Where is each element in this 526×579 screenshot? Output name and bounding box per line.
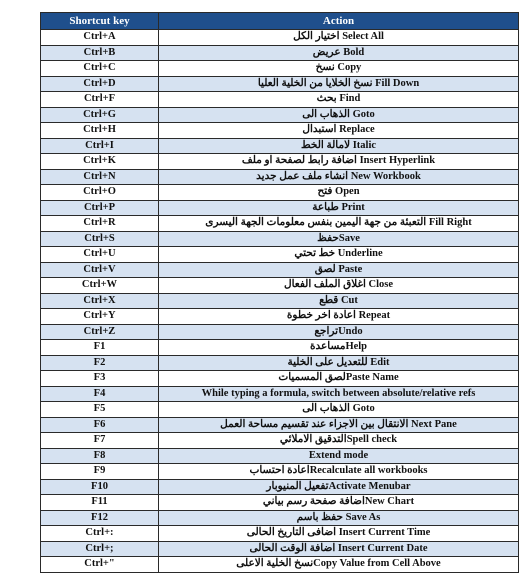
table-row [41,386,519,402]
table-row [41,464,519,480]
shortcut-key-cell: F9 [41,464,159,480]
action-cell: الذهاب الى Goto [159,402,519,418]
action-cell: انشاء ملف عمل جديد New Workbook [159,169,519,185]
action-cell: اضافة صفحة رسم بيانيNew Chart [159,495,519,511]
shortcut-key-cell: Ctrl+W [41,278,159,294]
table-row [41,557,519,573]
table-row [41,433,519,449]
shortcut-key-cell: F3 [41,371,159,387]
table-row [41,30,519,46]
table-header-row [41,13,519,30]
table-row [41,123,519,139]
shortcut-key-cell: Ctrl+B [41,45,159,61]
shortcut-key-cell: Ctrl+K [41,154,159,170]
action-cell: لصق Paste [159,262,519,278]
shortcut-key-cell: Ctrl+O [41,185,159,201]
table-row [41,309,519,325]
shortcut-key-cell: Ctrl+Y [41,309,159,325]
action-cell: الانتقال بين الاجزاء عند تقسيم مساحة العمل Next Pane [159,417,519,433]
shortcut-key-cell: Ctrl+S [41,231,159,247]
table-row [41,371,519,387]
table-row [41,526,519,542]
action-cell: فتح Open [159,185,519,201]
action-cell: اختيار الكل Select All [159,30,519,46]
table-row [41,278,519,294]
action-cell: مساعدةHelp [159,340,519,356]
header-action: Action [159,13,519,30]
action-cell: لصق المسمياتPaste Name [159,371,519,387]
shortcut-key-cell: Ctrl+D [41,76,159,92]
action-cell: قطع Cut [159,293,519,309]
action-cell: الذهاب الى Goto [159,107,519,123]
table-row [41,479,519,495]
shortcut-key-cell: Ctrl+F [41,92,159,108]
action-cell: التعبئة من جهة اليمين بنفس معلومات الجهة اليسرى Fill Right [159,216,519,232]
shortcut-key-cell: F4 [41,386,159,402]
shortcut-key-cell: Ctrl+G [41,107,159,123]
table-row [41,402,519,418]
shortcut-key-cell: Ctrl+Z [41,324,159,340]
action-cell: Extend mode [159,448,519,464]
shortcut-key-cell: Ctrl+H [41,123,159,139]
table-row [41,495,519,511]
table-row [41,510,519,526]
action-cell: بحث Find [159,92,519,108]
shortcut-key-cell: F12 [41,510,159,526]
action-cell: حفظ باسم Save As [159,510,519,526]
header-shortcut-key: Shortcut key [41,13,159,30]
table-row [41,107,519,123]
table-row [41,340,519,356]
shortcut-key-cell: Ctrl+R [41,216,159,232]
action-cell: While typing a formula, switch between absolute/relative refs [159,386,519,402]
shortcut-key-cell: F1 [41,340,159,356]
table-row [41,448,519,464]
shortcut-key-cell: Ctrl+C [41,61,159,77]
action-cell: تراجعUndo [159,324,519,340]
table-row [41,247,519,263]
table-body [41,30,519,573]
table-row [41,61,519,77]
shortcut-key-cell: Ctrl+P [41,200,159,216]
table-row [41,293,519,309]
shortcut-key-cell: F5 [41,402,159,418]
action-cell: تفعيل المنيوبارActivate Menubar [159,479,519,495]
shortcut-key-cell: F7 [41,433,159,449]
table-row [41,324,519,340]
table-row [41,216,519,232]
action-cell: اعادة احتسابRecalculate all workbooks [159,464,519,480]
table-row [41,76,519,92]
shortcut-table-container [40,12,518,573]
shortcut-key-cell: F6 [41,417,159,433]
action-cell: نسخ Copy [159,61,519,77]
action-cell: اضافة الوقت الحالى Insert Current Date [159,541,519,557]
table-row [41,154,519,170]
table-row [41,417,519,433]
shortcut-table [40,12,519,573]
action-cell: طباعة Print [159,200,519,216]
action-cell: لامالة الخط Italic [159,138,519,154]
table-row [41,262,519,278]
action-cell: استبدال Replace [159,123,519,139]
table-row [41,45,519,61]
action-cell: خط تحتي Underline [159,247,519,263]
action-cell: عريض Bold [159,45,519,61]
shortcut-key-cell: F8 [41,448,159,464]
action-cell: نسخ الخلية الاعلىCopy Value from Cell Above [159,557,519,573]
shortcut-key-cell: F2 [41,355,159,371]
shortcut-key-cell: Ctrl+X [41,293,159,309]
table-row [41,231,519,247]
action-cell: اغلاق الملف الفعال Close [159,278,519,294]
table-row [41,138,519,154]
table-row [41,355,519,371]
shortcut-key-cell: Ctrl+: [41,526,159,542]
table-row [41,541,519,557]
action-cell: نسخ الخلايا من الخلية العليا Fill Down [159,76,519,92]
shortcut-key-cell: Ctrl+N [41,169,159,185]
action-cell: اضافى التاريخ الحالى Insert Current Time [159,526,519,542]
action-cell: اضافة رابط لصفحة او ملف Insert Hyperlink [159,154,519,170]
action-cell: للتعديل على الخلية Edit [159,355,519,371]
shortcut-key-cell: Ctrl+U [41,247,159,263]
action-cell: التدقيق الاملائيSpell check [159,433,519,449]
shortcut-key-cell: F11 [41,495,159,511]
table-row [41,185,519,201]
shortcut-key-cell: Ctrl+; [41,541,159,557]
table-row [41,169,519,185]
action-cell: حفظSave [159,231,519,247]
shortcut-key-cell: Ctrl+A [41,30,159,46]
shortcut-key-cell: F10 [41,479,159,495]
shortcut-key-cell: Ctrl+V [41,262,159,278]
action-cell: اعادة اخر خطوة Repeat [159,309,519,325]
table-row [41,92,519,108]
shortcut-key-cell: Ctrl+" [41,557,159,573]
shortcut-key-cell: Ctrl+I [41,138,159,154]
table-row [41,200,519,216]
